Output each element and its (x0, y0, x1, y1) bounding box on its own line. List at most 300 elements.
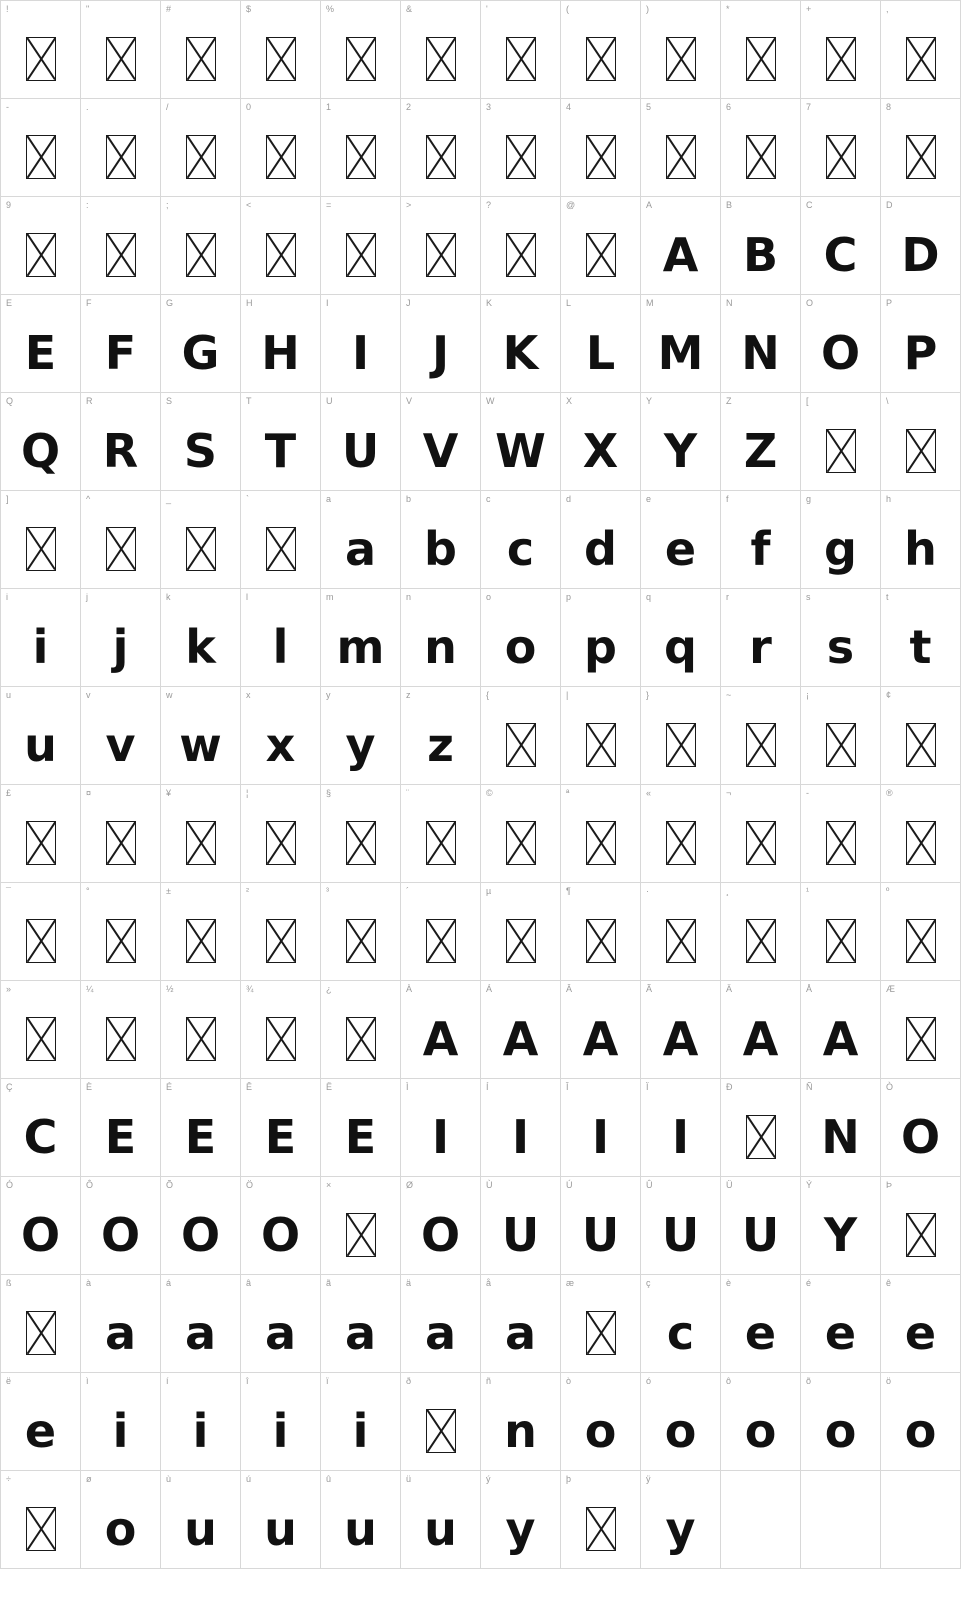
glyph-cell[interactable] (1, 1177, 81, 1275)
glyph-cell[interactable] (161, 785, 241, 883)
glyph-cell[interactable] (81, 491, 161, 589)
notdef-box-icon (186, 37, 216, 81)
glyph-code-label: . (86, 102, 89, 112)
notdef-glyph-icon (561, 705, 640, 784)
glyph-cell[interactable] (321, 981, 401, 1079)
glyph-cell[interactable] (881, 393, 961, 491)
glyph-cell[interactable] (321, 1, 401, 99)
glyph-code-label: @ (566, 200, 576, 210)
glyph-cell[interactable] (321, 197, 401, 295)
glyph-cell[interactable] (1, 1275, 81, 1373)
glyph-cell[interactable] (881, 1373, 961, 1471)
glyph-cell[interactable] (1, 981, 81, 1079)
glyph-cell[interactable] (641, 99, 721, 197)
glyph-cell[interactable] (561, 1373, 641, 1471)
glyph-cell[interactable] (721, 393, 801, 491)
glyph-cell[interactable] (241, 393, 321, 491)
glyph-cell[interactable] (161, 687, 241, 785)
glyph-cell[interactable] (1, 1471, 81, 1569)
glyph-cell[interactable] (801, 393, 881, 491)
glyph-cell[interactable] (161, 295, 241, 393)
glyph-cell[interactable] (721, 687, 801, 785)
notdef-glyph-icon (721, 1097, 800, 1176)
notdef-box-icon (266, 135, 296, 179)
glyph-cell[interactable] (1, 491, 81, 589)
glyph-cell[interactable] (641, 393, 721, 491)
glyph-cell[interactable] (641, 687, 721, 785)
glyph-code-label: ó (646, 1376, 652, 1386)
glyph-code-label: a (326, 494, 332, 504)
glyph-cell[interactable] (801, 1, 881, 99)
glyph-code-label: Ó (6, 1180, 14, 1190)
glyph-code-label: ÿ (646, 1474, 651, 1484)
glyph-cell[interactable] (321, 1471, 401, 1569)
glyph-cell[interactable] (561, 981, 641, 1079)
glyph-code-label: h (886, 494, 892, 504)
glyph-code-label: ö (886, 1376, 892, 1386)
glyph-cell[interactable] (81, 393, 161, 491)
glyph-code-label: G (166, 298, 174, 308)
notdef-box-icon (346, 821, 376, 865)
glyph-cell[interactable] (81, 883, 161, 981)
glyph-cell[interactable] (881, 1471, 961, 1569)
glyph-cell[interactable] (1, 1373, 81, 1471)
notdef-glyph-icon (161, 19, 240, 98)
glyph-render: C (823, 227, 858, 282)
glyph-cell[interactable] (161, 1079, 241, 1177)
glyph-render: h (904, 521, 937, 576)
glyph-cell[interactable] (641, 785, 721, 883)
glyph-render: O (100, 1207, 141, 1262)
glyph-cell[interactable] (161, 1275, 241, 1373)
glyph-cell[interactable] (241, 295, 321, 393)
notdef-box-icon (506, 233, 536, 277)
glyph-cell[interactable] (881, 491, 961, 589)
glyph-cell[interactable] (1, 785, 81, 883)
glyph-render: O (900, 1109, 941, 1164)
glyph-code-label: ô (726, 1376, 732, 1386)
glyph-cell[interactable] (561, 589, 641, 687)
notdef-box-icon (906, 37, 936, 81)
glyph-cell[interactable] (641, 1471, 721, 1569)
notdef-glyph-icon (801, 901, 880, 980)
notdef-glyph-icon (321, 901, 400, 980)
glyph-cell[interactable] (481, 1471, 561, 1569)
glyph-code-label: 4 (566, 102, 572, 112)
glyph-cell[interactable] (721, 785, 801, 883)
glyph-cell[interactable] (801, 883, 881, 981)
glyph-cell[interactable] (321, 1373, 401, 1471)
glyph-cell[interactable] (801, 1275, 881, 1373)
glyph-render: u (424, 1501, 457, 1556)
glyph-cell[interactable] (81, 197, 161, 295)
glyph-cell[interactable] (881, 295, 961, 393)
glyph-cell[interactable] (481, 295, 561, 393)
glyph-cell[interactable] (241, 883, 321, 981)
glyph-cell[interactable] (881, 883, 961, 981)
glyph-cell[interactable] (401, 1471, 481, 1569)
glyph-cell[interactable] (401, 589, 481, 687)
glyph-cell[interactable] (481, 99, 561, 197)
glyph-cell[interactable] (81, 1079, 161, 1177)
glyph-cell[interactable] (321, 687, 401, 785)
glyph-code-label: v (86, 690, 91, 700)
glyph-cell[interactable] (881, 1177, 961, 1275)
glyph-cell[interactable] (321, 1079, 401, 1177)
glyph-cell[interactable] (241, 1079, 321, 1177)
glyph-cell[interactable] (481, 1373, 561, 1471)
glyph-code-label: > (406, 200, 412, 210)
glyph-cell[interactable] (641, 491, 721, 589)
notdef-glyph-icon (881, 999, 960, 1078)
glyph-cell[interactable] (81, 1275, 161, 1373)
glyph-render: E (104, 1109, 137, 1164)
notdef-glyph-icon (321, 999, 400, 1078)
glyph-render: u (264, 1501, 297, 1556)
notdef-box-icon (26, 1507, 56, 1551)
glyph-code-label: ± (166, 886, 171, 896)
glyph-cell[interactable] (641, 589, 721, 687)
glyph-cell[interactable] (1, 197, 81, 295)
glyph-cell[interactable] (81, 981, 161, 1079)
glyph-cell[interactable] (321, 99, 401, 197)
glyph-cell[interactable] (641, 981, 721, 1079)
glyph-cell[interactable] (241, 491, 321, 589)
glyph-cell[interactable] (401, 393, 481, 491)
glyph-cell[interactable] (721, 295, 801, 393)
notdef-box-icon (266, 527, 296, 571)
glyph-cell[interactable] (241, 99, 321, 197)
glyph-code-label: Î (566, 1082, 569, 1092)
glyph-cell[interactable] (481, 1177, 561, 1275)
glyph-cell[interactable] (801, 295, 881, 393)
glyph-cell[interactable] (241, 1275, 321, 1373)
glyph-cell[interactable] (401, 197, 481, 295)
glyph-cell[interactable] (241, 1471, 321, 1569)
glyph-code-label: ª (566, 788, 570, 798)
glyph-cell[interactable] (481, 687, 561, 785)
glyph-cell[interactable] (641, 197, 721, 295)
glyph-cell[interactable] (561, 1471, 641, 1569)
glyph-cell[interactable] (161, 1373, 241, 1471)
notdef-box-icon (346, 1017, 376, 1061)
notdef-box-icon (186, 1017, 216, 1061)
glyph-cell[interactable] (161, 1177, 241, 1275)
glyph-cell[interactable] (401, 295, 481, 393)
glyph-cell[interactable] (561, 99, 641, 197)
glyph-cell[interactable] (241, 1, 321, 99)
glyph-code-label: t (886, 592, 889, 602)
glyph-cell[interactable] (241, 589, 321, 687)
glyph-cell[interactable] (241, 1177, 321, 1275)
glyph-render: a (344, 521, 377, 576)
notdef-box-icon (746, 723, 776, 767)
glyph-render: U (581, 1207, 620, 1262)
notdef-glyph-icon (561, 19, 640, 98)
glyph-code-label: ù (166, 1474, 172, 1484)
glyph-cell[interactable] (801, 197, 881, 295)
glyph-cell[interactable] (1, 295, 81, 393)
glyph-cell[interactable] (401, 1, 481, 99)
glyph-cell[interactable] (641, 1373, 721, 1471)
glyph-cell[interactable] (561, 1177, 641, 1275)
glyph-render: I (511, 1109, 530, 1164)
glyph-render: o (504, 619, 537, 674)
glyph-cell[interactable] (1, 99, 81, 197)
glyph-cell[interactable] (801, 785, 881, 883)
glyph-cell[interactable] (801, 1373, 881, 1471)
glyph-cell[interactable] (321, 1177, 401, 1275)
notdef-box-icon (586, 135, 616, 179)
glyph-cell[interactable] (881, 589, 961, 687)
glyph-cell[interactable] (881, 785, 961, 883)
glyph-code-label: 2 (406, 102, 412, 112)
glyph-cell[interactable] (401, 1275, 481, 1373)
notdef-box-icon (106, 37, 136, 81)
glyph-cell[interactable] (481, 491, 561, 589)
glyph-cell[interactable] (241, 197, 321, 295)
glyph-cell[interactable] (401, 687, 481, 785)
glyph-render: z (427, 717, 454, 772)
glyph-code-label: H (246, 298, 253, 308)
notdef-box-icon (586, 723, 616, 767)
glyph-cell[interactable] (241, 981, 321, 1079)
glyph-cell[interactable] (161, 99, 241, 197)
glyph-cell[interactable] (401, 491, 481, 589)
glyph-cell[interactable] (1, 1, 81, 99)
glyph-cell[interactable] (481, 1, 561, 99)
glyph-cell[interactable] (721, 1373, 801, 1471)
glyph-code-label: ? (486, 200, 492, 210)
notdef-glyph-icon (81, 901, 160, 980)
glyph-cell[interactable] (641, 1177, 721, 1275)
glyph-cell[interactable] (81, 785, 161, 883)
notdef-glyph-icon (561, 117, 640, 196)
glyph-cell[interactable] (161, 589, 241, 687)
glyph-cell[interactable] (1, 883, 81, 981)
notdef-glyph-icon (481, 803, 560, 882)
glyph-render: A (582, 1011, 619, 1066)
glyph-cell[interactable] (721, 197, 801, 295)
glyph-render: A (422, 1011, 459, 1066)
glyph-cell[interactable] (721, 491, 801, 589)
glyph-cell[interactable] (81, 687, 161, 785)
glyph-cell[interactable] (161, 1471, 241, 1569)
glyph-cell[interactable] (881, 1275, 961, 1373)
glyph-cell[interactable] (721, 1275, 801, 1373)
glyph-code-label: \ (886, 396, 889, 406)
glyph-code-label: , (886, 4, 889, 14)
glyph-cell[interactable] (721, 1079, 801, 1177)
glyph-cell[interactable] (401, 1177, 481, 1275)
glyph-cell[interactable] (721, 1, 801, 99)
glyph-cell[interactable] (81, 295, 161, 393)
glyph-cell[interactable] (161, 1, 241, 99)
glyph-cell[interactable] (81, 589, 161, 687)
glyph-code-label: ¹ (806, 886, 809, 896)
glyph-render: E (184, 1109, 217, 1164)
glyph-cell[interactable] (801, 1177, 881, 1275)
glyph-cell[interactable] (721, 589, 801, 687)
glyph-cell[interactable] (561, 295, 641, 393)
glyph-code-label: b (406, 494, 412, 504)
glyph-cell[interactable] (481, 589, 561, 687)
glyph-render: G (181, 325, 220, 380)
glyph-cell[interactable] (81, 1177, 161, 1275)
glyph-render: a (424, 1305, 457, 1360)
glyph-render: e (904, 1305, 937, 1360)
glyph-cell[interactable] (321, 785, 401, 883)
glyph-cell[interactable] (561, 1079, 641, 1177)
glyph-cell[interactable] (801, 687, 881, 785)
glyph-cell[interactable] (1, 687, 81, 785)
glyph-cell[interactable] (241, 687, 321, 785)
glyph-cell[interactable] (1, 393, 81, 491)
glyph-cell[interactable] (801, 1471, 881, 1569)
glyph-code-label: Y (646, 396, 653, 406)
glyph-cell[interactable] (801, 491, 881, 589)
glyph-code-label: ¦ (246, 788, 249, 798)
glyph-code-label: À (406, 984, 413, 994)
glyph-code-label: & (406, 4, 413, 14)
glyph-cell[interactable] (881, 99, 961, 197)
glyph-cell[interactable] (161, 981, 241, 1079)
glyph-cell[interactable] (561, 491, 641, 589)
glyph-cell[interactable] (401, 1373, 481, 1471)
glyph-cell[interactable] (641, 1, 721, 99)
glyph-cell[interactable] (481, 981, 561, 1079)
glyph-code-label: ¤ (86, 788, 92, 798)
glyph-code-label: ü (406, 1474, 412, 1484)
glyph-render: s (826, 619, 855, 674)
notdef-box-icon (746, 1115, 776, 1159)
glyph-render: i (32, 619, 49, 674)
glyph-code-label: ³ (326, 886, 329, 896)
glyph-cell[interactable] (881, 687, 961, 785)
glyph-cell[interactable] (481, 1275, 561, 1373)
glyph-cell[interactable] (401, 1079, 481, 1177)
glyph-cell[interactable] (321, 295, 401, 393)
glyph-cell[interactable] (641, 1079, 721, 1177)
glyph-cell[interactable] (881, 981, 961, 1079)
notdef-glyph-icon (1, 117, 80, 196)
glyph-cell[interactable] (721, 1177, 801, 1275)
glyph-code-label: ® (886, 788, 893, 798)
glyph-cell[interactable] (321, 589, 401, 687)
glyph-render (881, 1489, 960, 1568)
glyph-cell[interactable] (401, 883, 481, 981)
glyph-cell[interactable] (721, 1471, 801, 1569)
notdef-glyph-icon (81, 117, 160, 196)
glyph-render: k (185, 619, 216, 674)
glyph-code-label: Ð (726, 1082, 733, 1092)
glyph-cell[interactable] (321, 393, 401, 491)
glyph-cell[interactable] (1, 1079, 81, 1177)
glyph-code-label: o (486, 592, 492, 602)
glyph-code-label: 0 (246, 102, 252, 112)
glyph-cell[interactable] (561, 883, 641, 981)
notdef-box-icon (346, 919, 376, 963)
glyph-cell[interactable] (241, 785, 321, 883)
glyph-code-label: Æ (886, 984, 895, 994)
glyph-render: O (820, 325, 861, 380)
glyph-cell[interactable] (481, 785, 561, 883)
notdef-box-icon (26, 135, 56, 179)
glyph-cell[interactable] (561, 1, 641, 99)
notdef-glyph-icon (161, 803, 240, 882)
glyph-cell[interactable] (321, 883, 401, 981)
glyph-cell[interactable] (721, 981, 801, 1079)
notdef-glyph-icon (401, 19, 480, 98)
glyph-code-label: ¡ (806, 690, 809, 700)
glyph-code-label: º (886, 886, 890, 896)
glyph-cell[interactable] (481, 1079, 561, 1177)
glyph-cell[interactable] (721, 99, 801, 197)
glyph-cell[interactable] (241, 1373, 321, 1471)
glyph-cell[interactable] (801, 981, 881, 1079)
notdef-glyph-icon (881, 411, 960, 490)
glyph-cell[interactable] (561, 687, 641, 785)
glyph-cell[interactable] (401, 99, 481, 197)
glyph-cell[interactable] (801, 589, 881, 687)
glyph-cell[interactable] (881, 1079, 961, 1177)
glyph-cell[interactable] (881, 1, 961, 99)
glyph-cell[interactable] (161, 883, 241, 981)
glyph-cell[interactable] (641, 295, 721, 393)
glyph-cell[interactable] (481, 393, 561, 491)
notdef-box-icon (666, 135, 696, 179)
glyph-cell[interactable] (321, 1275, 401, 1373)
glyph-cell[interactable] (481, 883, 561, 981)
glyph-cell[interactable] (401, 981, 481, 1079)
glyph-code-label: e (646, 494, 652, 504)
glyph-code-label: N (726, 298, 733, 308)
glyph-render: m (336, 619, 385, 674)
glyph-cell[interactable] (1, 589, 81, 687)
glyph-cell[interactable] (801, 99, 881, 197)
glyph-cell[interactable] (801, 1079, 881, 1177)
glyph-cell[interactable] (161, 197, 241, 295)
notdef-box-icon (906, 723, 936, 767)
glyph-code-label: " (86, 4, 90, 14)
notdef-glyph-icon (881, 19, 960, 98)
glyph-cell[interactable] (561, 393, 641, 491)
glyph-cell[interactable] (81, 1373, 161, 1471)
glyph-cell[interactable] (721, 883, 801, 981)
glyph-cell[interactable] (81, 1, 161, 99)
notdef-box-icon (106, 135, 136, 179)
glyph-cell[interactable] (561, 197, 641, 295)
notdef-box-icon (26, 1017, 56, 1061)
glyph-code-label: 8 (886, 102, 892, 112)
glyph-cell[interactable] (881, 197, 961, 295)
notdef-box-icon (186, 919, 216, 963)
glyph-code-label: É (166, 1082, 173, 1092)
glyph-cell[interactable] (481, 197, 561, 295)
glyph-cell[interactable] (561, 1275, 641, 1373)
glyph-cell[interactable] (161, 491, 241, 589)
glyph-code-label: B (726, 200, 733, 210)
glyph-cell[interactable] (81, 99, 161, 197)
glyph-cell[interactable] (561, 785, 641, 883)
glyph-cell[interactable] (81, 1471, 161, 1569)
notdef-box-icon (506, 37, 536, 81)
glyph-cell[interactable] (321, 491, 401, 589)
glyph-cell[interactable] (641, 883, 721, 981)
glyph-cell[interactable] (401, 785, 481, 883)
glyph-cell[interactable] (641, 1275, 721, 1373)
glyph-cell[interactable] (161, 393, 241, 491)
